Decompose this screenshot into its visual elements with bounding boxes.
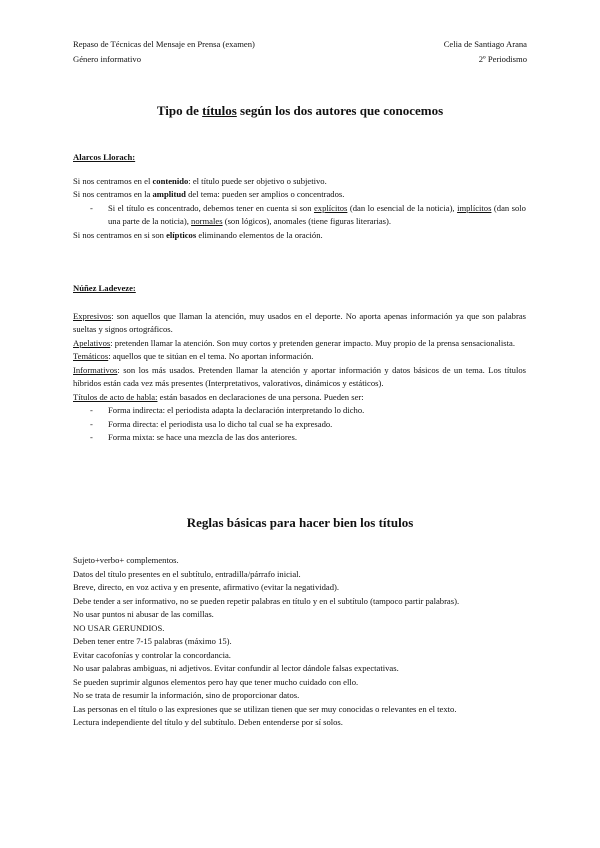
alarcos-bullet-list: [73, 202, 526, 229]
author-name: Celia de Santiago Arana: [443, 39, 527, 49]
habla-form-item: - Forma directa: el periodista usa lo dicho tal cual se ha expresado.: [73, 418, 526, 432]
course-year: 2º Periodismo: [478, 54, 527, 64]
section-title-tipos: Tipo de títulos según los dos autores que conocemos: [156, 103, 444, 118]
alarcos-line-elipticos: Si nos centramos en si son elípticos eliminando elementos de la oración.: [73, 229, 323, 240]
nunez-expresivos: Expresivos: son aquellos que llaman la atención, muy usados en el deporte. No aporta apenas información ya que son palabras sueltas y signos ortográficos.: [73, 310, 526, 334]
genre-label: Género informativo: [73, 54, 142, 64]
rules-list: [73, 554, 526, 730]
rule-item: NO USAR GERUNDIOS.: [73, 622, 165, 633]
nunez-section: [73, 282, 526, 445]
nunez-apelativos: Apelativos: pretenden llamar la atención. Son muy cortos y pretenden generar impacto. Muy propio de la prensa sensacionalista.: [73, 337, 515, 348]
nunez-heading: Núñez Ladeveze:: [73, 283, 136, 293]
nunez-acto-habla: Títulos de acto de habla: están basados en declaraciones de una persona. Pueden ser:: [73, 391, 364, 402]
habla-form-item: - Forma mixta: se hace una mezcla de las dos anteriores.: [73, 431, 526, 445]
habla-form-item: - Forma indirecta: el periodista adapta la declaración interpretando lo dicho.: [73, 404, 526, 418]
nunez-informativos: Informativos: son los más usados. Pretenden llamar la atención y aportar información y datos básicos de un tema. Los títulos híbridos están cada vez más presentes (Interpretativos, valorativos, dinámicos y estáticos).: [73, 364, 526, 388]
rule-item: Debe tender a ser informativo, no se pueden repetir palabras en título y en el subtítulo (tampoco partir palabras).: [73, 595, 460, 606]
rule-item: Breve, directo, en voz activa y en presente, afirmativo (evitar la negatividad).: [73, 582, 340, 592]
rule-item: Se pueden suprimir algunos elementos pero hay que tener mucho cuidado con ello.: [73, 676, 359, 687]
header-left: [73, 37, 255, 67]
rule-item: Sujeto+verbo+ complementos.: [73, 555, 179, 565]
rule-item: Las personas en el título o las expresiones que se utilizan tienen que ser muy conocidas o relevantes en el texto.: [73, 703, 457, 714]
rule-item: No se trata de resumir la información, sino de proporcionar datos.: [73, 690, 300, 700]
rule-item: Datos del título presentes en el subtítulo, entradilla/párrafo inicial.: [73, 568, 301, 579]
rule-item: No usar palabras ambiguas, ni adjetivos. Evitar confundir al lector dándole falsas expectativas.: [73, 663, 399, 673]
alarcos-bullet-concentrado: - Si el título es concentrado, debemos tener en cuenta si son explícitos (dan lo esencial de la noticia), implícitos (dan solo una parte de la noticia), normales (son lógicos), anomales (tiene figuras literarias).: [73, 202, 526, 229]
section-title-reglas: Reglas básicas para hacer bien los títulos: [186, 515, 414, 530]
nunez-tematicos: Temáticos: aquellos que te sitúan en el tema. No aportan información.: [73, 351, 314, 361]
alarcos-line-amplitud: Si nos centramos en la amplitud del tema: pueden ser amplios o concentrados.: [73, 189, 345, 199]
header-right: [444, 37, 527, 67]
habla-forms-list: [73, 404, 526, 445]
alarcos-line-contenido: Si nos centramos en el contenido: el título puede ser objetivo o subjetivo.: [73, 175, 327, 186]
alarcos-section: [73, 151, 526, 242]
rule-item: Deben tener entre 7-15 palabras (máximo 15).: [73, 636, 232, 646]
course-title: Repaso de Técnicas del Mensaje en Prensa (examen): [73, 39, 255, 49]
rule-item: Lectura independiente del título y del subtítulo. Deben entenderse por sí solos.: [73, 717, 343, 727]
rule-item: No usar puntos ni abusar de las comillas.: [73, 609, 214, 619]
alarcos-heading: Alarcos Llorach:: [73, 152, 136, 162]
rule-item: Evitar cacofonías y controlar la concordancia.: [73, 649, 231, 660]
